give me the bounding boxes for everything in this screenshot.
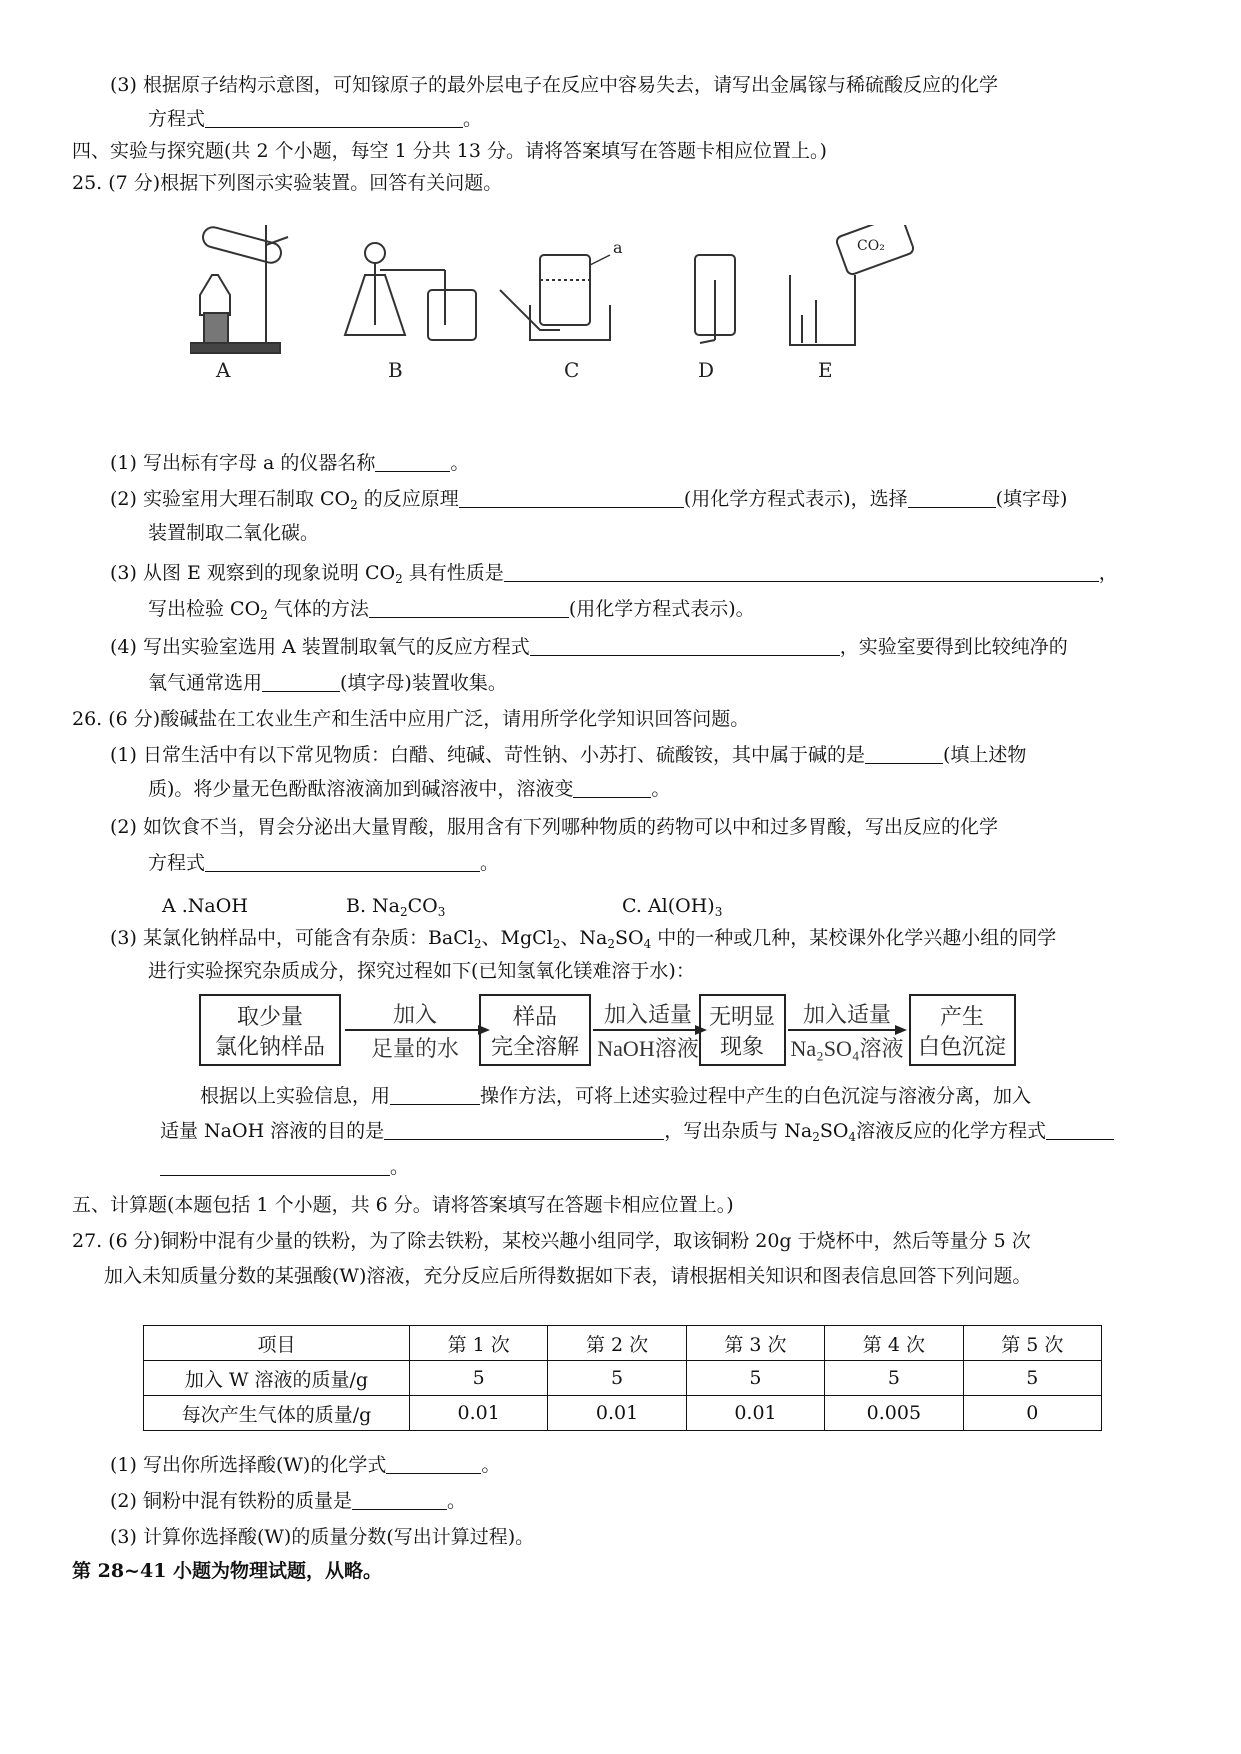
option-a: A .NaOH bbox=[162, 895, 248, 917]
svg-text:加入适量: 加入适量 bbox=[802, 1002, 892, 1027]
table-header-cell: 项目 bbox=[144, 1326, 410, 1361]
svg-text:加入适量: 加入适量 bbox=[603, 1002, 693, 1027]
q24-3-line2: 方程式 。 bbox=[148, 108, 483, 130]
answer-blank[interactable] bbox=[352, 1489, 447, 1510]
table-header-row bbox=[144, 1326, 1102, 1361]
q26-1-line2: 质)。将少量无色酚酞溶液滴加到碱溶液中，溶液变 。 bbox=[148, 778, 671, 800]
experiment-flowchart bbox=[195, 990, 1085, 1070]
flow-arrow-3 bbox=[788, 1002, 907, 1061]
answer-blank[interactable] bbox=[205, 851, 480, 872]
table-header-cell: 第 1 次 bbox=[410, 1326, 548, 1361]
q25-stem: 25. (7 分)根据下列图示实验装置。回答有关问题。 bbox=[72, 172, 503, 194]
answer-blank[interactable] bbox=[459, 487, 684, 508]
answer-blank[interactable] bbox=[386, 1453, 481, 1474]
answer-blank[interactable] bbox=[504, 561, 1099, 582]
svg-text:现象: 现象 bbox=[719, 1034, 765, 1059]
q25-3-line1: (3) 从图 E 观察到的现象说明 $CO_2$ 具有性质是 ， bbox=[110, 562, 1118, 586]
fig-label-co2: CO₂ bbox=[857, 238, 885, 254]
option-b: B. $Na_2CO_3$ bbox=[346, 895, 446, 919]
q25-1: (1) 写出标有字母 a 的仪器名称 。 bbox=[110, 452, 470, 474]
fig-label-small-a: a bbox=[613, 238, 623, 257]
svg-text:NaOH溶液: NaOH溶液 bbox=[597, 1036, 699, 1061]
q27-stem-line2: 加入未知质量分数的某强酸(W)溶液，充分反应后所得数据如下表，请根据相关知识和图表信息回答下列问题。 bbox=[104, 1265, 1032, 1287]
svg-text:完全溶解: 完全溶解 bbox=[490, 1034, 580, 1059]
section-5-title: 五、计算题(本题包括 1 个小题，共 6 分。请将答案填写在答题卡相应位置上。) bbox=[72, 1194, 734, 1216]
table-cell: 0.01 bbox=[686, 1396, 824, 1431]
fig-label-b: B bbox=[388, 358, 403, 382]
answer-blank[interactable] bbox=[530, 635, 840, 656]
svg-text:取少量: 取少量 bbox=[236, 1004, 304, 1029]
svg-text:Na₂SO₄溶液: Na₂SO₄溶液 bbox=[790, 1036, 904, 1061]
table-row bbox=[144, 1361, 1102, 1396]
answer-blank[interactable] bbox=[573, 777, 651, 798]
answer-blank[interactable] bbox=[865, 743, 943, 764]
answer-blank[interactable] bbox=[908, 487, 996, 508]
table-cell: 0.01 bbox=[548, 1396, 686, 1431]
fig-label-c: C bbox=[564, 358, 580, 382]
fig-label-d: D bbox=[698, 358, 715, 382]
fig-label-a: A bbox=[216, 358, 231, 382]
q26-3-para-line3: 。 bbox=[160, 1154, 409, 1180]
svg-text:氯化钠样品: 氯化钠样品 bbox=[214, 1034, 326, 1059]
q26-3-para-line1: 根据以上实验信息，用 操作方法，可将上述实验过程中产生的白色沉淀与溶液分离，加入 bbox=[200, 1085, 1032, 1107]
fig-label-e: E bbox=[818, 358, 833, 382]
footer-note: 第 28~41 小题为物理试题，从略。 bbox=[72, 1560, 383, 1582]
table-cell: 每次产生气体的质量/g bbox=[144, 1396, 410, 1431]
table-cell: 5 bbox=[963, 1361, 1101, 1396]
q26-1-line1: (1) 日常生活中有以下常见物质：白醋、纯碱、苛性钠、小苏打、硫酸铵，其中属于碱的是 (填上述物 bbox=[110, 744, 1027, 766]
q26-3-line2: 进行实验探究杂质成分，探究过程如下(已知氢氧化镁难溶于水)： bbox=[148, 960, 695, 982]
svg-text:产生: 产生 bbox=[939, 1004, 985, 1029]
table-cell: 加入 W 溶液的质量/g bbox=[144, 1361, 410, 1396]
table-cell: 0.01 bbox=[410, 1396, 548, 1431]
table-cell: 5 bbox=[825, 1361, 963, 1396]
flow-arrow-1 bbox=[345, 1002, 490, 1061]
svg-text:无明显: 无明显 bbox=[708, 1004, 776, 1029]
section-4-title: 四、实验与探究题(共 2 个小题，每空 1 分共 13 分。请将答案填写在答题卡相应位置上。) bbox=[72, 140, 827, 162]
table-row bbox=[144, 1396, 1102, 1431]
flow-box-1 bbox=[200, 995, 340, 1065]
flow-box-2 bbox=[480, 995, 590, 1065]
data-table bbox=[143, 1325, 1102, 1431]
option-c: C. $Al(OH)_3$ bbox=[622, 895, 723, 919]
flow-box-3 bbox=[700, 995, 785, 1065]
answer-blank[interactable] bbox=[369, 597, 569, 618]
apparatus-c bbox=[500, 255, 610, 340]
q27-2: (2) 铜粉中混有铁粉的质量是 。 bbox=[110, 1490, 466, 1512]
q26-3-line1: (3) 某氯化钠样品中，可能含有杂质：BaCl$_2$、MgCl$_2$、$Na_2SO_4$ 中的一种或几种，某校课外化学兴趣小组的同学 bbox=[110, 927, 1057, 951]
q27-stem-line1: 27. (6 分)铜粉中混有少量的铁粉，为了除去铁粉，某校兴趣小组同学，取该铜粉 20g 于烧杯中，然后等量分 5 次 bbox=[72, 1230, 1031, 1252]
answer-blank[interactable] bbox=[160, 1155, 390, 1176]
table-header-cell: 第 5 次 bbox=[963, 1326, 1101, 1361]
q26-2-line2: 方程式 。 bbox=[148, 852, 500, 874]
q25-2-line2: 装置制取二氧化碳。 bbox=[148, 522, 320, 544]
table-cell: 5 bbox=[686, 1361, 824, 1396]
answer-blank[interactable] bbox=[262, 671, 340, 692]
q25-4-line2: 氧气通常选用 (填字母)装置收集。 bbox=[148, 672, 507, 694]
apparatus-d bbox=[695, 255, 735, 343]
table-header-cell: 第 2 次 bbox=[548, 1326, 686, 1361]
table-header-cell: 第 3 次 bbox=[686, 1326, 824, 1361]
table-cell: 0.005 bbox=[825, 1396, 963, 1431]
apparatus-a bbox=[190, 225, 288, 353]
answer-blank[interactable] bbox=[390, 1084, 480, 1105]
answer-blank[interactable] bbox=[384, 1119, 664, 1140]
answer-blank[interactable] bbox=[205, 107, 463, 128]
q25-3-line2: 写出检验 $CO_2$ 气体的方法 (用化学方程式表示)。 bbox=[148, 598, 755, 622]
flow-box-4 bbox=[910, 995, 1015, 1065]
q26-2-line1: (2) 如饮食不当，胃会分泌出大量胃酸，服用含有下列哪种物质的药物可以中和过多胃酸，写出反应的化学 bbox=[110, 816, 998, 838]
q26-stem: 26. (6 分)酸碱盐在工农业生产和生活中应用广泛，请用所学化学知识回答问题。 bbox=[72, 708, 750, 730]
answer-blank[interactable] bbox=[1046, 1119, 1114, 1140]
q24-3-line1: (3) 根据原子结构示意图，可知镓原子的最外层电子在反应中容易失去，请写出金属镓与稀硫酸反应的化学 bbox=[110, 74, 998, 96]
q26-3-para-line2: 适量 NaOH 溶液的目的是 ，写出杂质与 $Na_2SO_4$溶液反应的化学方程式 bbox=[160, 1118, 1114, 1144]
q25-4-line1: (4) 写出实验室选用 A 装置制取氧气的反应方程式 ，实验室要得到比较纯净的 bbox=[110, 636, 1068, 658]
svg-text:白色沉淀: 白色沉淀 bbox=[917, 1034, 1007, 1059]
q27-1: (1) 写出你所选择酸(W)的化学式 。 bbox=[110, 1454, 501, 1476]
table-cell: 0 bbox=[963, 1396, 1101, 1431]
svg-text:加入: 加入 bbox=[392, 1002, 438, 1027]
table-header-cell: 第 4 次 bbox=[825, 1326, 963, 1361]
svg-text:足量的水: 足量的水 bbox=[370, 1036, 460, 1061]
q25-2-line1: (2) 实验室用大理石制取 $CO_2$ 的反应原理 (用化学方程式表示)，选择 (填字母) bbox=[110, 488, 1068, 512]
q27-3: (3) 计算你选择酸(W)的质量分数(写出计算过程)。 bbox=[110, 1526, 535, 1548]
answer-blank[interactable] bbox=[375, 451, 450, 472]
svg-text:样品: 样品 bbox=[512, 1004, 558, 1029]
table-cell: 5 bbox=[548, 1361, 686, 1396]
apparatus-e bbox=[790, 225, 915, 345]
apparatus-b bbox=[345, 243, 476, 340]
table-cell: 5 bbox=[410, 1361, 548, 1396]
flow-arrow-2 bbox=[593, 1002, 707, 1061]
apparatus-figure bbox=[190, 225, 1070, 435]
